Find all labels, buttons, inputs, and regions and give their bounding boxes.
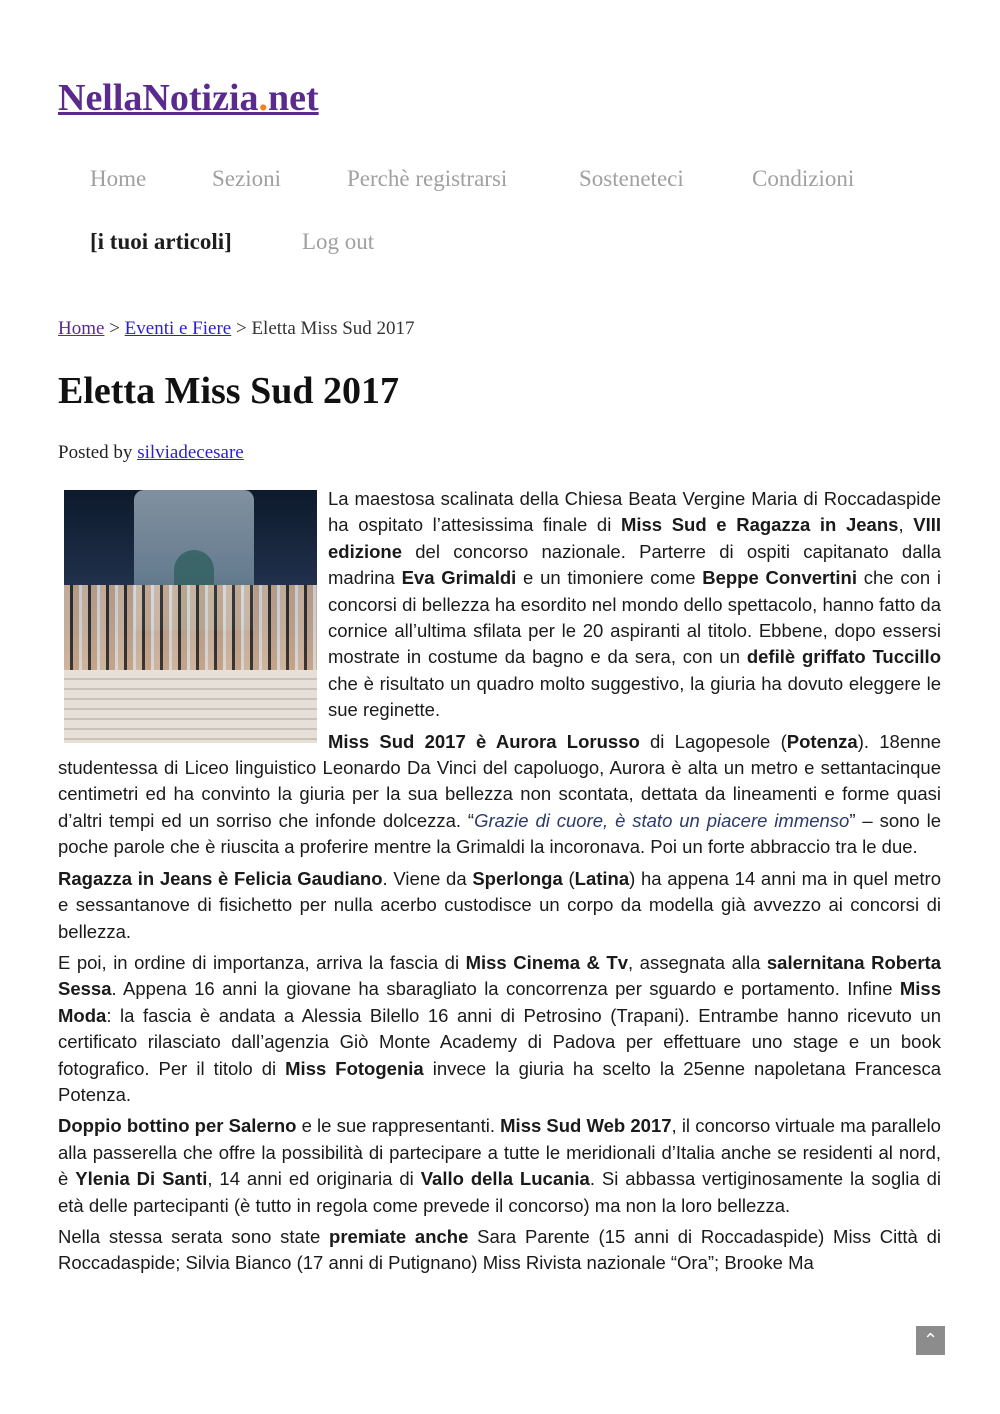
- bold-text: Miss Cinema & Tv: [465, 951, 629, 973]
- site-logo[interactable]: [58, 74, 319, 122]
- article-photo: [64, 490, 317, 743]
- text-run: Sara Parente (15 anni di Roccadaspide) Miss Città di Roccadaspide; Silvia Bianco (17 anni di Putignano) Miss Rivista nazionale “Ora”; Brooke Ma: [58, 1225, 941, 1274]
- bold-text: Ylenia Di Santi: [75, 1168, 208, 1190]
- chevron-up-icon: ⌃: [922, 1330, 939, 1351]
- text-run: : la fascia è andata a Alessia Bilello 16 anni di Petrosino (Trapani). Entrambe hanno ricevuto un certificato rilasciato dall’agenzia Giò Monte Academy di Padova per effettuare uno stage e un book fotografico. Per il titolo di: [58, 1004, 941, 1079]
- breadcrumb-current: Eletta Miss Sud 2017: [251, 318, 415, 339]
- photo-stairs: [64, 670, 317, 743]
- text-run: E poi, in ordine di importanza, arriva la fascia di: [58, 951, 466, 973]
- text-run: del concorso nazionale. Parterre di ospiti capitanato dalla madrina: [328, 540, 941, 589]
- breadcrumb-sep: >: [104, 318, 125, 339]
- text-run: di Lagopesole (: [639, 730, 787, 752]
- logo-dot: .: [258, 77, 269, 119]
- text-run: (: [562, 867, 575, 889]
- nav-item-condizioni[interactable]: Condizioni: [752, 166, 855, 191]
- nav-item-my-articles[interactable]: [i tuoi articoli]: [90, 229, 232, 254]
- nav-item-perche-registrarsi[interactable]: Perchè registrarsi: [347, 166, 508, 191]
- breadcrumb-home[interactable]: Home: [58, 318, 105, 339]
- nav-item-logout[interactable]: Log out: [302, 229, 375, 254]
- text-run: . Viene da: [382, 867, 473, 889]
- breadcrumb-sep: >: [231, 318, 252, 339]
- bold-text: Sperlonga: [472, 867, 563, 889]
- text-run: invece la giuria ha scelto la 25enne napoletana Francesca Potenza.: [58, 1057, 941, 1105]
- page-title: Eletta Miss Sud 2017: [58, 370, 399, 412]
- article-body: [58, 486, 941, 1282]
- text-run: , il concorso virtuale ma parallelo alla passerella che offre la possibilità di partecipare a tutte le meridionali d’Italia anche se residenti al nord, è: [58, 1115, 941, 1190]
- text-run: La maestosa scalinata della Chiesa Beata Vergine Maria di Roccadaspide ha ospitato l’attesissima finale di: [328, 488, 941, 536]
- text-run: che è risultato un quadro molto suggestivo, la giuria ha dovuto eleggere le sue reginette.: [328, 672, 941, 721]
- text-run: ” – sono le poche parole che è riuscita a proferire mentre la Grimaldi la incoronava. Poi un forte abbraccio tra le due.: [58, 809, 941, 858]
- site-logo-link[interactable]: [58, 77, 319, 119]
- nav-item-sezioni[interactable]: Sezioni: [212, 166, 281, 191]
- text-run: Nella stessa serata sono state: [58, 1225, 330, 1247]
- text-run: . Si abbassa vertiginosamente la soglia di età delle partecipanti (è tutto in regola come prevede il concorso) ma non la loro bellezza.: [58, 1168, 941, 1216]
- text-run: , assegnata alla: [628, 951, 767, 973]
- bold-text: defilè griffato Tuccillo: [746, 646, 941, 668]
- bold-text: Eva Grimaldi: [401, 567, 517, 589]
- bold-text: Latina: [574, 867, 630, 889]
- bold-text: Miss Moda: [58, 978, 941, 1026]
- bold-text: premiate anche: [329, 1225, 469, 1247]
- bold-text: Vallo della Lucania: [420, 1168, 590, 1190]
- scroll-top-button[interactable]: [916, 1326, 945, 1355]
- text-run: , 14 anni ed originaria di: [207, 1168, 421, 1190]
- text-run: e un timoniere come: [516, 567, 703, 589]
- bold-text: Beppe Convertini: [702, 567, 857, 589]
- text-run: e le sue rappresentanti.: [296, 1115, 501, 1137]
- text-run: ) ha appena 14 anni ma in quel metro e sessantanove di fisichetto per nulla acerbo custodisce un corpo da modella già avvezzo ai concorsi di bellezza.: [58, 867, 942, 942]
- bold-text: VIII edizione: [328, 514, 941, 562]
- text-run: . Appena 16 anni la giovane ha sbaragliato la concorrenza per sguardo e portamento. Infine: [111, 978, 900, 1000]
- bold-text: Ragazza in Jeans è Felicia Gaudiano: [58, 867, 383, 889]
- bold-text: Miss Sud e Ragazza in Jeans: [620, 514, 899, 536]
- text-run: ,: [898, 514, 914, 536]
- article-paragraph: [58, 729, 941, 861]
- photo-people: [64, 585, 317, 670]
- article-paragraph: [58, 866, 941, 945]
- bold-text: Miss Sud 2017 è Aurora Lorusso: [328, 730, 640, 752]
- article-paragraph: [58, 1113, 941, 1219]
- article-paragraph: [58, 1224, 941, 1277]
- bold-text: Doppio bottino per Salerno: [58, 1115, 297, 1137]
- article-paragraph: [58, 950, 941, 1108]
- bold-text: Miss Sud Web 2017: [500, 1115, 672, 1137]
- bold-text: salernitana Roberta Sessa: [58, 951, 941, 1000]
- text-run: che con i concorsi di bellezza ha esordito nel mondo dello spettacolo, hanno fatto da cornice all’ultima sfilata per le 20 aspiranti al titolo. Ebbene, dopo essersi mostrate in costume da bagno e da sera, con un: [328, 567, 941, 668]
- author-link[interactable]: silviadecesare: [137, 442, 244, 463]
- text-run: ). 18enne studentessa di Liceo linguistico Leonardo Da Vinci del capoluogo, Aurora è alta un metro e settantacinque centimetri ed ha convinto la giuria per la sua bellezza non scontata, dettata da lineamenti e forme quasi d’altri tempi ed un sorriso che infonde dolcezza. “: [58, 730, 941, 831]
- breadcrumb: [58, 318, 415, 340]
- byline: [58, 442, 244, 464]
- logo-tld: net: [268, 77, 319, 119]
- nav-item-sosteneteci[interactable]: Sosteneteci: [579, 166, 684, 191]
- nav-item-home[interactable]: Home: [90, 166, 147, 191]
- italic-quote: Grazie di cuore, è stato un piacere immenso: [474, 809, 850, 831]
- logo-main: NellaNotizia: [58, 77, 259, 119]
- posted-by-label: Posted by: [58, 442, 138, 463]
- bold-text: Miss Fotogenia: [285, 1057, 424, 1079]
- bold-text: Potenza: [786, 730, 858, 752]
- breadcrumb-section[interactable]: Eventi e Fiere: [124, 318, 232, 339]
